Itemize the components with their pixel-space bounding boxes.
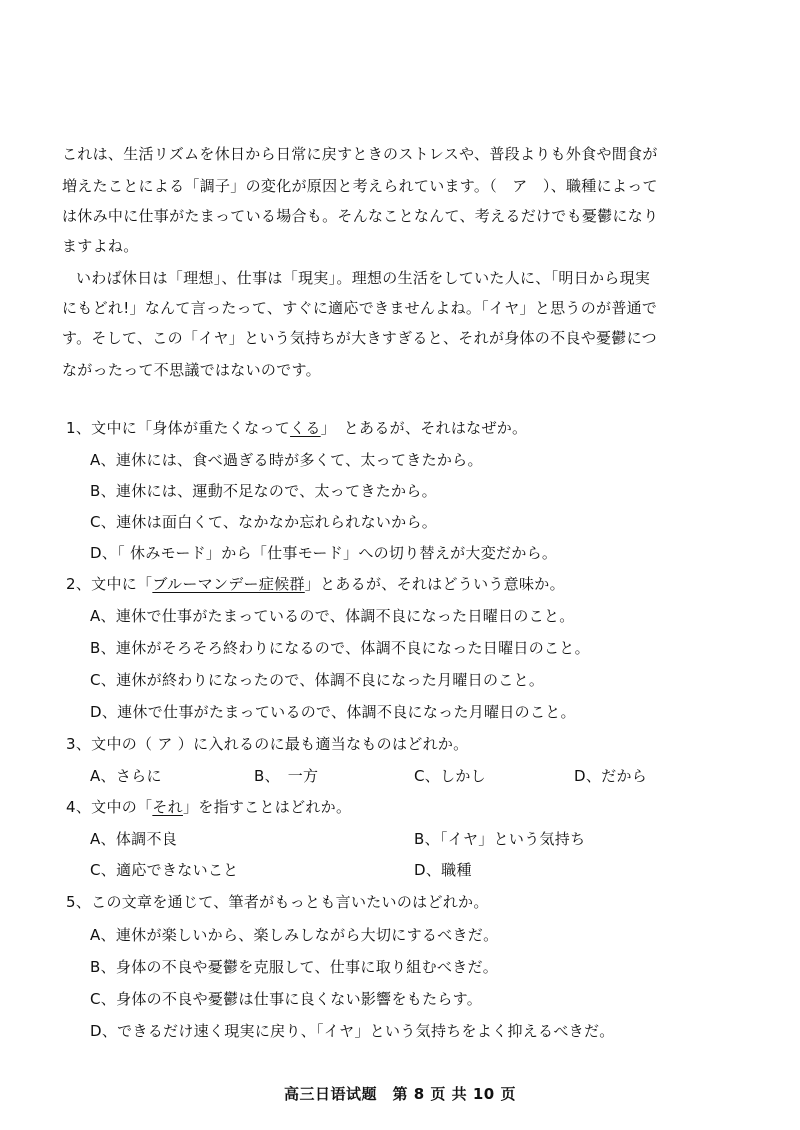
question-3-stem <box>66 734 468 754</box>
question-5-option-c: C、身体の不良や憂鬱は仕事に良くない影響をもたらす。 <box>90 990 483 1008</box>
question-1-stem <box>66 418 527 438</box>
question-5-stem <box>66 892 489 912</box>
question-stem-text: 、文中の「 <box>75 798 153 816</box>
question-1-option-c: C、連休は面白くて、なかなか忘れられないから。 <box>90 513 438 531</box>
question-number: 3 <box>66 735 76 753</box>
question-2-option-d: D、連休で仕事がたまっているので、体調不良になった月曜日のこと。 <box>90 703 576 721</box>
underlined-phrase: ブルーマンデー症候群 <box>152 575 305 593</box>
question-3-option-a: A、さらに <box>90 767 162 785</box>
question-4-option-a: A、体調不良 <box>90 830 178 848</box>
question-stem-text: 、文中に「 <box>75 575 153 593</box>
question-3-option-c: C、しかし <box>414 767 486 785</box>
question-stem-text: 」を指すことはどれか。 <box>182 798 352 816</box>
underlined-phrase: それ <box>152 798 183 816</box>
question-5-option-a: A、連休が楽しいから、楽しみしながら大切にするべきだ。 <box>90 926 499 944</box>
page-footer: 高三日语试题 第 8 页 共 10 页 <box>284 1085 516 1103</box>
passage-line: 増えたことによる「調子」の変化が原因と考えられています。（ ア ）、職種によって <box>62 177 658 195</box>
question-2-option-b: B、連休がそろそろ終わりになるので、体調不良になった日曜日のこと。 <box>90 639 590 657</box>
underlined-phrase: くる <box>290 419 321 437</box>
question-4-option-b: B、「イヤ」という気持ち <box>414 830 586 848</box>
passage-line: ますよね。 <box>62 237 139 255</box>
passage-line: ながったって不思議ではないのです。 <box>62 361 321 379</box>
question-number: 1 <box>66 419 76 437</box>
question-1-option-b: B、連休には、運動不足なので、太ってきたから。 <box>90 482 437 500</box>
passage-line: これは、生活リズムを休日から日常に戻すときのストレスや、普段よりも外食や間食が <box>62 145 658 163</box>
question-1-option-a: A、連休には、食べ過ぎる時が多くて、太ってきたから。 <box>90 451 483 469</box>
question-3-option-d: D、だから <box>574 767 648 785</box>
question-3-option-b: B、 一方 <box>254 767 319 785</box>
question-number: 4 <box>66 798 76 816</box>
question-2-option-a: A、連休で仕事がたまっているので、体調不良になった日曜日のこと。 <box>90 607 575 625</box>
question-stem-text: 」 とあるが、それはなぜか。 <box>320 419 528 437</box>
question-number: 5 <box>66 893 76 911</box>
question-stem-text: 、文中の（ ア ）に入れるのに最も適当なものはどれか。 <box>75 735 469 753</box>
passage-line: にもどれ!」なんて言ったって、すぐに適応できませんよね。「イヤ」と思うのが普通で <box>62 299 658 317</box>
question-5-option-b: B、身体の不良や憂鬱を克服して、仕事に取り組むべきだ。 <box>90 958 499 976</box>
question-2-stem <box>66 574 565 594</box>
passage-line: は休み中に仕事がたまっている場合も。そんなことなんて、考えるだけでも憂鬱になり <box>62 207 659 225</box>
question-number: 2 <box>66 575 76 593</box>
question-5-option-d: D、できるだけ速く現実に戻り、「イヤ」という気持ちをよく抑えるべきだ。 <box>90 1022 615 1040</box>
passage-line: す。そして、この「イヤ」という気持ちが大きすぎると、それが身体の不良や憂鬱につ <box>62 329 657 347</box>
question-4-stem <box>66 797 351 817</box>
question-stem-text: 、この文章を通じて、筆者がもっとも言いたいのはどれか。 <box>75 893 489 911</box>
question-stem-text: 、文中に「身体が重たくなって <box>75 419 291 437</box>
question-1-option-d: D、「 休みモード」から「仕事モード」への切り替えが大変だから。 <box>90 544 558 562</box>
question-4-option-c: C、適応できないこと <box>90 861 239 879</box>
question-4-option-d: D、職種 <box>414 861 472 879</box>
passage-line: いわば休日は「理想」、仕事は「現実」。理想の生活をしていた人に、「明日から現実 <box>76 269 651 287</box>
question-stem-text: 」とあるが、それはどういう意味か。 <box>304 575 565 593</box>
question-2-option-c: C、連休が終わりになったので、体調不良になった月曜日のこと。 <box>90 671 545 689</box>
